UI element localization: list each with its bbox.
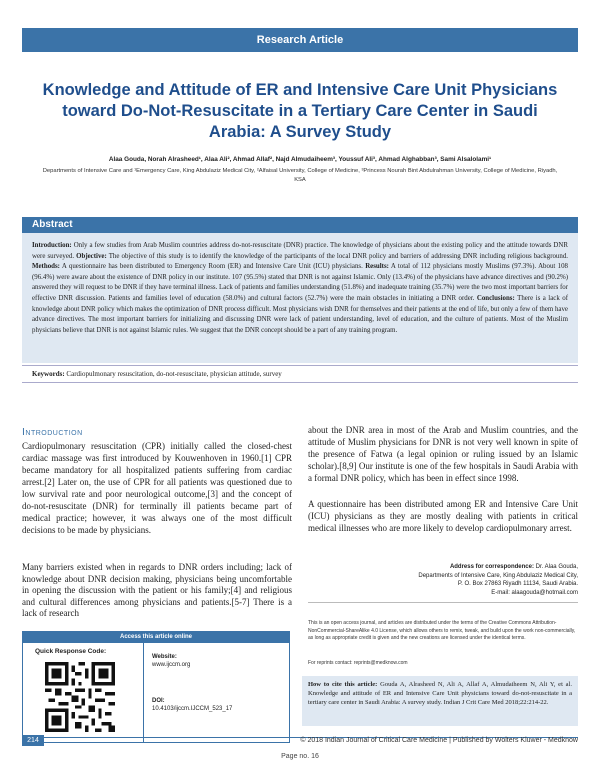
website-link[interactable]: www.ijccm.org [152, 662, 191, 668]
correspondence-name: Dr. Alaa Gouda, [533, 564, 578, 570]
correspondence-email: E-mail: alaagouda@hotmail.com [491, 589, 578, 596]
correspondence-block [308, 563, 578, 603]
viewer-page-label: Page no. 16 [281, 753, 319, 760]
qr-code-icon[interactable] [45, 662, 115, 732]
correspondence-line-2: P. O. Box 27863 Riyadh 11134, Saudi Arabia. [457, 581, 578, 587]
intro-paragraph-4: A questionnaire has been distributed among ER and Intensive Care Unit (ICU) physicians as they are mostly dealing with patients in critical medical illnesses who are more likely to develop cardiopulmonary arrest. [308, 499, 578, 533]
reprints-text: For reprints contact: reprints@medknow.com [308, 660, 408, 666]
correspondence-label: Address for correspondence: [449, 564, 534, 570]
website-label: Website: [152, 654, 177, 660]
abstract-methods-text: A questionnaire has been distributed to Emergency Room (ER) and Intensive Care Unit (ICU) physicians. [59, 263, 366, 271]
keywords-label: Keywords: [32, 370, 65, 378]
access-info [143, 643, 289, 742]
abstract-conclusions-label: Conclusions: [476, 294, 515, 302]
access-online-box [22, 631, 290, 743]
abstract-results-label: Results: [365, 263, 389, 271]
author-list: Alaa Gouda, Norah Alrasheed¹, Alaa Ali², Ahmad Allaf², Najd Almudaiheem³, Youssuf Ali³, Ahmad Alghabban³, Sami Alsalolami¹ [108, 156, 492, 163]
citation-box [302, 676, 578, 726]
keywords-text: Cardiopulmonary resuscitation, do-not-resuscitate, physician attitude, survey [64, 370, 282, 378]
intro-paragraph-1: Cardiopulmonary resuscitation (CPR) initially called the closed-chest cardiac massage was first introduced by Kouwenhoven in 1960.[1] CPR became mandatory for all hospitalized patients suffering from cardiac arrest.[2] Later on, the use of CPR for all patients was questioned due to low survival rate and poor neurological outcome,[3] and the concept of do-not-resuscitate (DNR) for terminally ill patients became part of medical practice; however, it was always one of the most difficult decisions to be made by physicians. [22, 441, 292, 535]
access-online-heading: Access this article online [23, 632, 289, 643]
citation-label: How to cite this article: [308, 681, 378, 688]
correspondence-line-1: Departments of Intensive Care, King Abdulaziz Medical City, [418, 572, 578, 579]
qr-code-label: Quick Response Code: [35, 648, 107, 655]
footer-copyright: © 2018 Indian Journal of Critical Care Medicine | Published by Wolters Kluwer - Medknow [300, 737, 578, 744]
doi-label: DOI: [152, 698, 165, 704]
introduction-heading: Introduction [22, 426, 83, 438]
abstract-intro-label: Introduction: [32, 242, 72, 249]
intro-paragraph-3: about the DNR area in most of the Arab and Muslim countries, and the attitude of Muslim physicians for DNR is not very well known in spite of the presence of Fatwa (a legal opinion or ruling issued by an Islamic scholar).[8,9] Our institute is one of the few hospitals in Saudi Arabia with a formal DNR policy, which has been in effect since 1998. [308, 425, 578, 483]
intro-paragraph-2: Many barriers existed when in regards to DNR orders including; lack of knowledge about DNR decision making, physicians being uncomfortable in opening the discussion with the patient or his family;[4] and religious and cultural differences among physicians and patients.[5-7] There is a lack of research [22, 562, 292, 618]
abstract-objective-text: The objective of this study is to identify the knowledge of the participants of the local DNR policy and barriers of addressing DNR including religious background. [106, 252, 568, 260]
abstract-conclusions-text: There is a lack of knowledge about DNR policy which makes the optimization of DNR process difficult. Most physicians wish DNR for themselves and their patients at the end of life, but only a few of them have advance directives. The most important barriers for initializing and discussing DNR were lack of patient understanding, level of education, and the culture of patients. Most of the Muslim physicians believe that DNR is not against Islamic rules. We suggest that the DNR concept should be a part of any training program. [32, 294, 568, 334]
doi-link[interactable]: 10.4103/ijccm.IJCCM_523_17 [152, 706, 233, 712]
abstract-results-text: A total of 112 physicians mostly Muslims (97.3%). About 108 (96.4%) were aware about the existence of DNR policy in our institute. 107 (95.5%) stated that DNR is not against Islamic. Only (13.4%) of the physicians have advance directives and (90.2%) answered they will request to be DNR if they have terminal illness. Lack of patients and families understanding (51.8%) and inadequate training (35.7%) were the two most important barriers for effective DNR discussion. Patients and families level of education (58.0%) and cultural factors (52.7%) were the main obstacles in initiating a DNR order. [32, 263, 568, 302]
article-title: Knowledge and Attitude of ER and Intensive Care Unit Physicians toward Do-Not-Resuscitate in a Tertiary Care Center in Saudi Arabia: A Survey Study [42, 81, 558, 141]
abstract-body [32, 241, 568, 336]
affiliations: Departments of Intensive Care and ¹Emergency Care, King Abdulaziz Medical City, ²Alfaisal University, College of Medicine, ³Princess Nourah Bint Abdulrahman University, College of Medicine, Riyadh, KSA [42, 168, 558, 183]
abstract-methods-label: Methods: [32, 263, 60, 271]
abstract-objective-label: Objective: [76, 252, 107, 260]
article-type-banner: Research Article [22, 28, 578, 52]
page-number: 214 [22, 735, 44, 746]
keywords-row [22, 365, 578, 383]
license-text: This is an open access journal, and articles are distributed under the terms of the Creative Commons Attribution-NonCommercial-ShareAlike 4.0 License, which allows others to remix, tweak, and build upon the work non-commercially, as long as appropriate credit is given and the new creations are licensed under the identical terms. [308, 620, 576, 641]
citation-text: Gouda A, Alrasheed N, Ali A, Allaf A, Almudaiheem N, Ali Y, et al. Knowledge and attitude of ER and Intensive Care Unit physicians toward do-not-resuscitate in a tertiary care center in Saudi Arabia: A survey study. Indian J Crit Care Med 2018;22:214-22. [308, 681, 572, 706]
abstract-heading: Abstract [22, 217, 578, 233]
abstract-intro-text: Only a few studies from Arab Muslim countries address do-not-resuscitate (DNR) practice. The knowledge of physicians about the existing policy and the attitude towards DNR were surveyed. [32, 242, 568, 260]
